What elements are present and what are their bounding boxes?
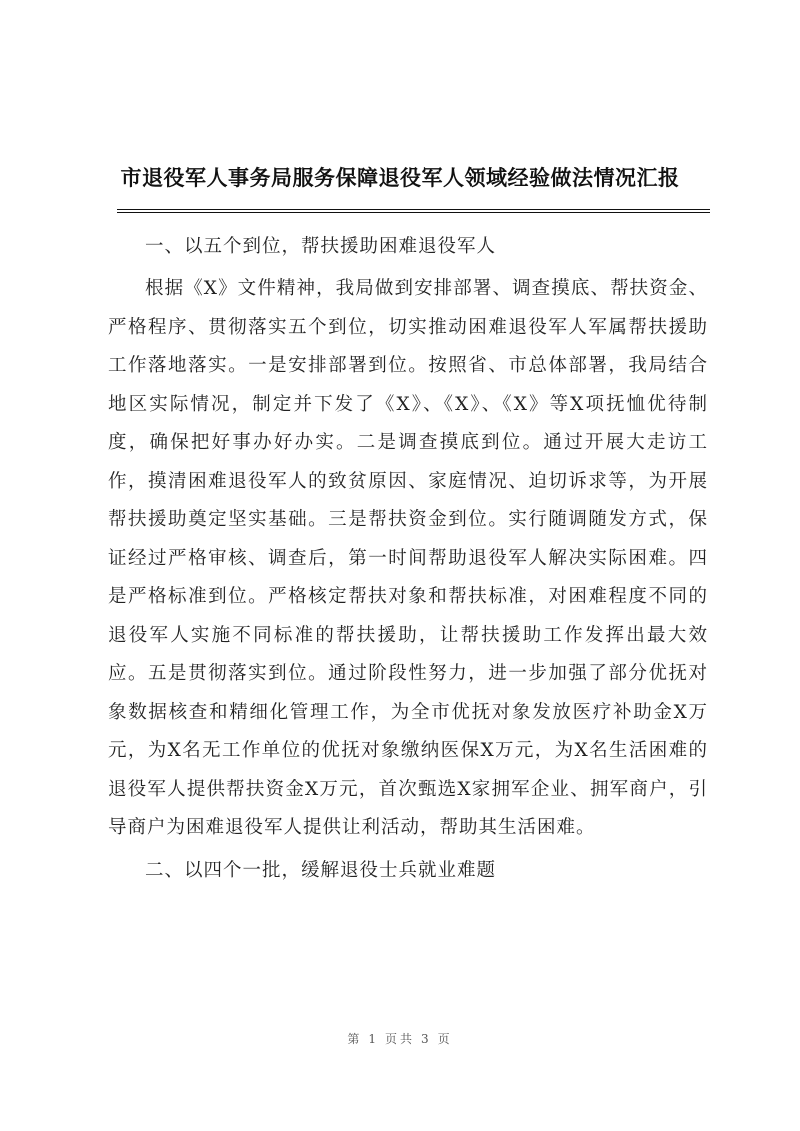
section-1-heading: 一、以五个到位，帮扶援助困难退役军人 bbox=[145, 236, 497, 257]
footer-suffix: 页 bbox=[437, 1032, 453, 1046]
footer-current-page: 1 bbox=[368, 1032, 379, 1046]
document-title: 市退役军人事务局服务保障退役军人领域经验做法情况汇报 bbox=[120, 166, 680, 190]
document-body bbox=[108, 228, 708, 894]
footer-prefix: 第 bbox=[347, 1032, 363, 1046]
section-1-paragraph: 根据《X》文件精神，我局做到安排部署、调查摸底、帮扶资金、严格程序、贯彻落实五个到位，切实推动困难退役军人军属帮扶援助工作落地落实。一是安排部署到位。按照省、市总体部署，我局结合地区实际情况，制定并下发了《X》、《X》、《X》等X项抚恤优待制度，确保把好事办好办实。二是调查摸底到位。通过开展大走访工作，摸清困难退役军人的致贫原因、家庭情况、迫切诉求等，为开展帮扶援助奠定坚实基础。三是帮扶资金到位。实行随调随发方式，保证经过严格审核、调查后，第一时间帮助退役军人解决实际困难。四是严格标准到位。严格核定帮扶对象和帮扶标准，对困难程度不同的退役军人实施不同标准的帮扶援助，让帮扶援助工作发挥出最大效应。五是贯彻落实到位。通过阶段性努力，进一步加强了部分优抚对象数据核查和精细化管理工作，为全市优抚对象发放医疗补助金X万元，为X名无工作单位的优抚对象缴纳医保X万元，为X名生活困难的退役军人提供帮扶资金X万元，首次甄选X家拥军企业、拥军商户，引导商户为困难退役军人提供让利活动，帮助其生活困难。 bbox=[108, 278, 708, 838]
footer-total-pages: 3 bbox=[421, 1032, 432, 1046]
section-2-heading: 二、以四个一批，缓解退役士兵就业难题 bbox=[145, 859, 497, 881]
title-double-rule bbox=[117, 209, 710, 213]
page-footer bbox=[0, 1030, 800, 1047]
footer-middle: 页共 bbox=[384, 1032, 415, 1046]
